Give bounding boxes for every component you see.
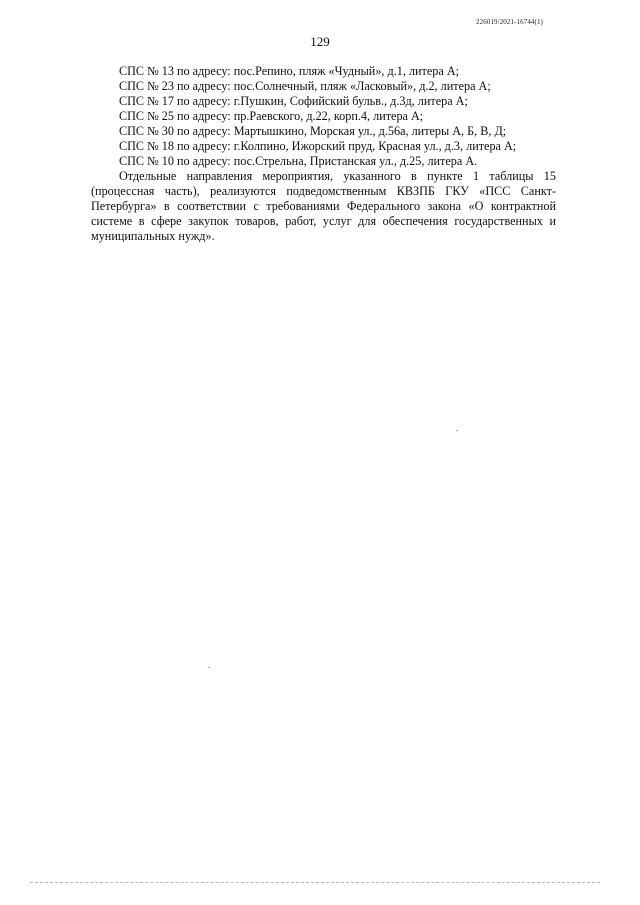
address-line: СПС № 30 по адресу: Мартышкино, Морская ул., д.56а, литеры А, Б, В, Д; bbox=[119, 124, 507, 138]
address-line: СПС № 23 по адресу: пос.Солнечный, пляж «Ласковый», д.2, литера А; bbox=[119, 79, 491, 93]
address-line: СПС № 10 по адресу: пос.Стрельна, Пристанская ул., д.25, литера А. bbox=[119, 154, 478, 168]
address-line: СПС № 13 по адресу: пос.Репино, пляж «Чудный», д.1, литера А; bbox=[119, 64, 460, 78]
address-line: СПС № 17 по адресу: г.Пушкин, Софийский бульв., д.3д, литера А; bbox=[119, 94, 468, 108]
document-id: 226019/2021-16744(1) bbox=[476, 18, 543, 26]
body-paragraph: Отдельные направления мероприятия, указанного в пункте 1 таблицы 15 (процессная часть), реализуются подведомственным КВЗПБ ГКУ «ПСС Санкт-Петербурга» в соответствии с требованиями Федерального закона «О контрактной системе в сфере закупок товаров, работ, услуг для обеспечения государственных и муниципальных нужд». bbox=[91, 169, 556, 243]
address-line: СПС № 25 по адресу: пр.Раевского, д.22, корп.4, литера А; bbox=[119, 109, 424, 123]
address-line: СПС № 18 по адресу: г.Колпино, Ижорский пруд, Красная ул., д.3, литера А; bbox=[119, 139, 517, 153]
document-body bbox=[91, 64, 556, 244]
page-number: 129 bbox=[310, 34, 330, 49]
scan-artifact bbox=[456, 430, 458, 431]
scan-artifact bbox=[208, 667, 210, 668]
scan-edge-line bbox=[30, 882, 600, 883]
